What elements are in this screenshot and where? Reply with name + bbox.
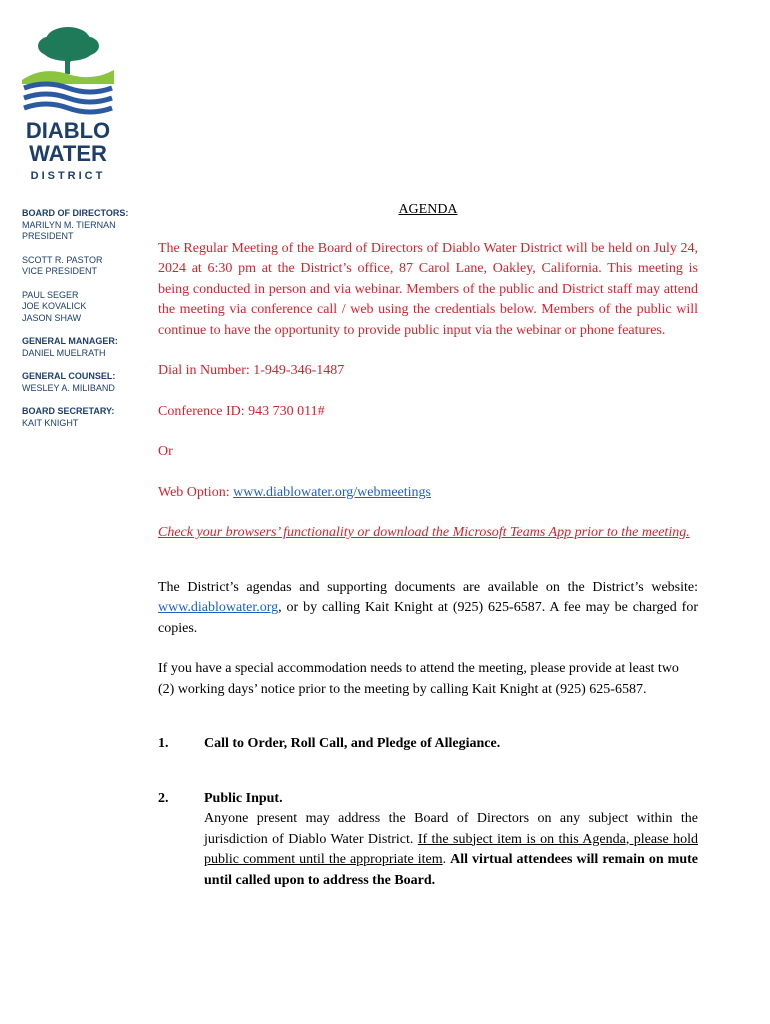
agenda-item-2 (158, 789, 698, 892)
browser-check-note: Check your browsers’ functionality or download the Microsoft Teams App prior to the meeting. (158, 525, 690, 540)
web-option-label: Web Option: (158, 484, 234, 500)
sidebar-group-board (22, 208, 142, 243)
logo-line-2: WATER (29, 141, 107, 166)
sidebar-heading: BOARD SECRETARY: (22, 406, 115, 416)
page-title: AGENDA (398, 202, 458, 217)
district-logo (22, 22, 114, 184)
sidebar-line: PRESIDENT (22, 231, 74, 241)
public-input-text: Anyone present may address the Board of Directors on any subject within the jurisdiction of Diablo Water District. (204, 811, 698, 847)
sidebar-line: PAUL SEGER (22, 289, 79, 300)
documents-availability (158, 578, 698, 640)
agenda-item-number: 2. (158, 790, 169, 806)
district-website-link[interactable]: www.diablowater.org (158, 600, 279, 615)
meeting-intro: The Regular Meeting of the Board of Directors of Diablo Water District will be held on July 24, 2024 at 6:30 pm at the District’s office, 87 Carol Lane, Oakley, California. This meeting is being conducted in person and via webinar. Members of the public and District staff may attend the meeting via conference call / web using the credentials below. Members of the public will continue to have the opportunity to provide public input via the webinar or phone features. (158, 240, 698, 338)
agenda-item-description (204, 809, 698, 891)
sidebar-line: JASON SHAW (22, 312, 82, 323)
sidebar-group-directors (22, 290, 142, 325)
public-input-separator: . (442, 852, 451, 867)
sidebar-officials (22, 208, 142, 441)
public-input-bold: All virtual attendees will remain on mute until called upon to address the Board. (204, 852, 698, 888)
agenda-body (158, 200, 698, 891)
logo-line-3: DISTRICT (30, 170, 106, 182)
agenda-item-title: Public Input. (204, 790, 283, 806)
sidebar-heading: GENERAL COUNSEL: (22, 371, 116, 381)
documents-text: The District’s agendas and supporting documents are available on the District’s website: (158, 579, 698, 595)
sidebar-line: KAIT KNIGHT (22, 417, 79, 428)
sidebar-line: VICE PRESIDENT (22, 266, 98, 276)
agenda-item-number: 1. (158, 736, 169, 751)
sidebar-heading: BOARD OF DIRECTORS: (22, 208, 129, 218)
sidebar-group-general-counsel (22, 371, 142, 394)
web-option (158, 483, 698, 504)
sidebar-line: JOE KOVALICK (22, 301, 87, 311)
webmeetings-link[interactable]: www.diablowater.org/webmeetings (233, 484, 431, 500)
dial-in-number: Dial in Number: 1-949-346-1487 (158, 363, 345, 378)
tree-waves-logo-icon (22, 22, 114, 118)
sidebar-heading: GENERAL MANAGER: (22, 336, 118, 346)
sidebar-line: MARILYN M. TIERNAN (22, 219, 116, 230)
agenda-item-1 (158, 734, 698, 755)
sidebar-line: WESLEY A. MILIBAND (22, 382, 115, 393)
sidebar-group-vice-president (22, 255, 142, 278)
sidebar-group-general-manager (22, 336, 142, 359)
logo-line-1: DIABLO (25, 118, 111, 143)
agenda-item-title: Call to Order, Roll Call, and Pledge of Allegiance. (204, 736, 501, 751)
accommodation-note: If you have a special accommodation needs to attend the meeting, please provide at least two (2) working days’ notice prior to the meeting by calling Kait Knight at (925) 625-6587. (158, 661, 679, 697)
sidebar-group-board-secretary (22, 406, 142, 429)
public-input-underlined: If the subject item is on this Agenda, please hold public comment until the appropriate item (204, 831, 698, 867)
sidebar-line: DANIEL MUELRATH (22, 347, 106, 358)
conference-id: Conference ID: 943 730 011# (158, 403, 325, 419)
sidebar-line: SCOTT R. PASTOR (22, 254, 103, 265)
or-separator: Or (158, 444, 173, 459)
documents-text-post: , or by calling Kait Knight at (925) 625-6587. A fee may be charged for copies. (158, 600, 698, 636)
